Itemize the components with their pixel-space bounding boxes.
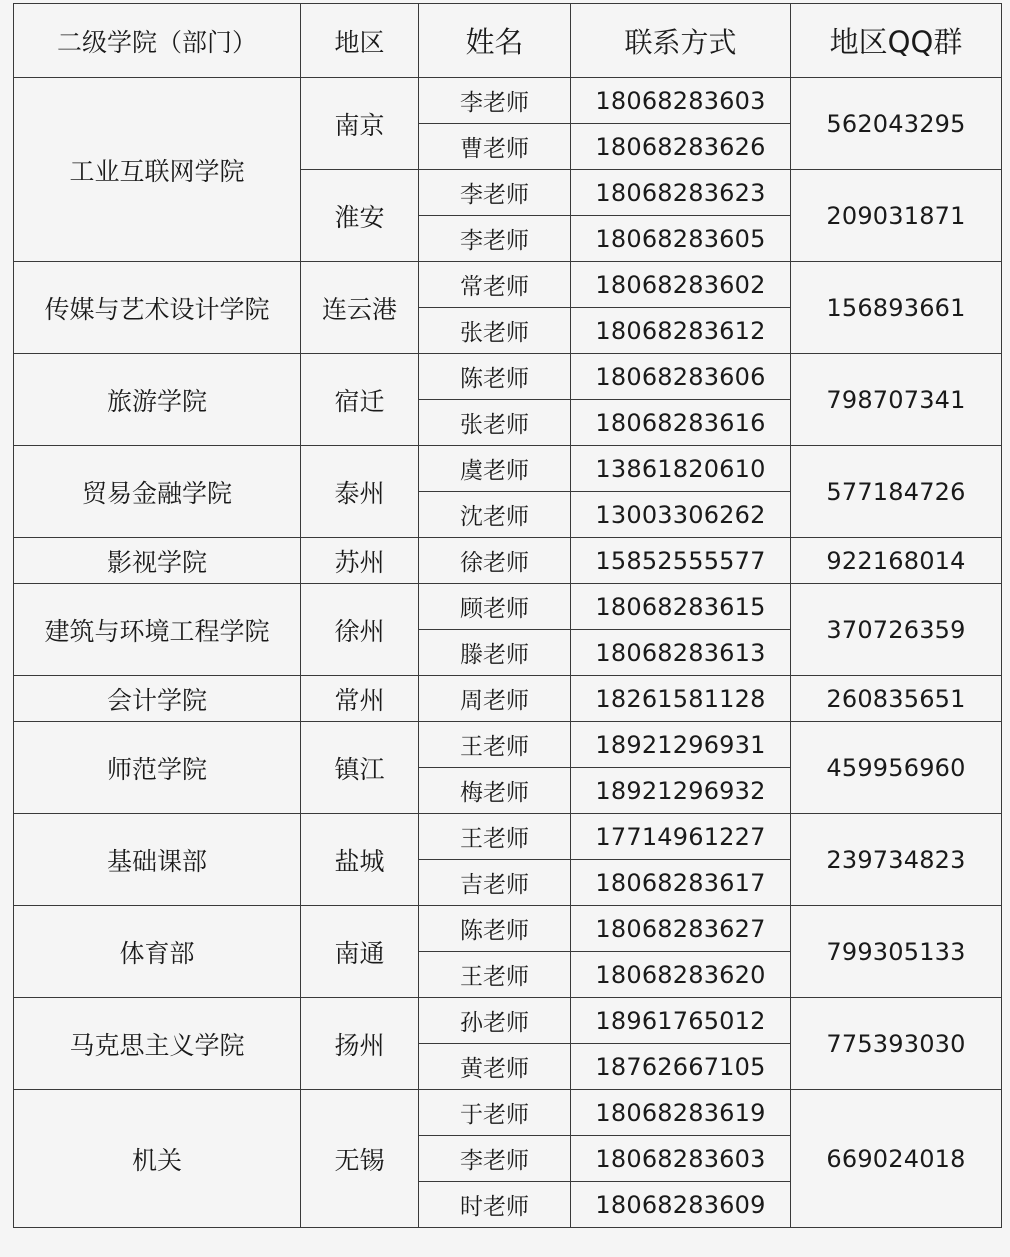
name-cell: 张老师 <box>419 400 571 446</box>
qq-group-cell: 370726359 <box>791 584 1002 676</box>
phone-cell: 18068283602 <box>571 262 791 308</box>
phone-cell: 18068283627 <box>571 906 791 952</box>
phone-cell: 18961765012 <box>571 998 791 1044</box>
header-contact: 联系方式 <box>571 4 791 78</box>
name-cell: 黄老师 <box>419 1044 571 1090</box>
table-row <box>14 538 1002 584</box>
name-cell: 陈老师 <box>419 354 571 400</box>
header-row <box>14 4 1002 78</box>
phone-cell: 18068283606 <box>571 354 791 400</box>
contact-table <box>13 3 1002 1228</box>
table-row <box>14 814 1002 860</box>
qq-group-cell: 922168014 <box>791 538 1002 584</box>
table-row <box>14 262 1002 308</box>
region-cell: 镇江 <box>301 722 419 814</box>
region-cell: 南京 <box>301 78 419 170</box>
region-cell: 泰州 <box>301 446 419 538</box>
name-cell: 滕老师 <box>419 630 571 676</box>
phone-cell: 13861820610 <box>571 446 791 492</box>
qq-group-cell: 459956960 <box>791 722 1002 814</box>
region-cell: 淮安 <box>301 170 419 262</box>
dept-cell: 马克思主义学院 <box>14 998 301 1090</box>
region-cell: 连云港 <box>301 262 419 354</box>
table-row <box>14 998 1002 1044</box>
phone-cell: 17714961227 <box>571 814 791 860</box>
name-cell: 徐老师 <box>419 538 571 584</box>
qq-group-cell: 260835651 <box>791 676 1002 722</box>
phone-cell: 18068283605 <box>571 216 791 262</box>
name-cell: 于老师 <box>419 1090 571 1136</box>
dept-cell: 体育部 <box>14 906 301 998</box>
dept-cell: 建筑与环境工程学院 <box>14 584 301 676</box>
table-row <box>14 676 1002 722</box>
phone-cell: 18068283609 <box>571 1182 791 1228</box>
dept-cell: 工业互联网学院 <box>14 78 301 262</box>
name-cell: 梅老师 <box>419 768 571 814</box>
qq-group-cell: 209031871 <box>791 170 1002 262</box>
phone-cell: 18261581128 <box>571 676 791 722</box>
phone-cell: 18068283603 <box>571 78 791 124</box>
name-cell: 时老师 <box>419 1182 571 1228</box>
region-cell: 宿迁 <box>301 354 419 446</box>
phone-cell: 18068283603 <box>571 1136 791 1182</box>
phone-cell: 18068283620 <box>571 952 791 998</box>
phone-cell: 15852555577 <box>571 538 791 584</box>
table-header <box>14 4 1002 78</box>
header-dept: 二级学院（部门） <box>14 4 301 78</box>
region-cell: 扬州 <box>301 998 419 1090</box>
name-cell: 陈老师 <box>419 906 571 952</box>
table-row <box>14 584 1002 630</box>
phone-cell: 18762667105 <box>571 1044 791 1090</box>
region-cell: 盐城 <box>301 814 419 906</box>
name-cell: 李老师 <box>419 1136 571 1182</box>
dept-cell: 机关 <box>14 1090 301 1228</box>
header-qq: 地区QQ群 <box>791 4 1002 78</box>
phone-cell: 18068283616 <box>571 400 791 446</box>
qq-group-cell: 669024018 <box>791 1090 1002 1228</box>
name-cell: 周老师 <box>419 676 571 722</box>
table-row <box>14 722 1002 768</box>
dept-cell: 贸易金融学院 <box>14 446 301 538</box>
name-cell: 虞老师 <box>419 446 571 492</box>
name-cell: 常老师 <box>419 262 571 308</box>
dept-cell: 旅游学院 <box>14 354 301 446</box>
region-cell: 常州 <box>301 676 419 722</box>
header-region: 地区 <box>301 4 419 78</box>
region-cell: 徐州 <box>301 584 419 676</box>
name-cell: 沈老师 <box>419 492 571 538</box>
qq-group-cell: 239734823 <box>791 814 1002 906</box>
qq-group-cell: 798707341 <box>791 354 1002 446</box>
name-cell: 王老师 <box>419 952 571 998</box>
phone-cell: 18068283619 <box>571 1090 791 1136</box>
qq-group-cell: 577184726 <box>791 446 1002 538</box>
name-cell: 李老师 <box>419 216 571 262</box>
table-row <box>14 906 1002 952</box>
phone-cell: 18068283617 <box>571 860 791 906</box>
table-row <box>14 78 1002 124</box>
name-cell: 李老师 <box>419 170 571 216</box>
name-cell: 张老师 <box>419 308 571 354</box>
phone-cell: 18068283623 <box>571 170 791 216</box>
name-cell: 曹老师 <box>419 124 571 170</box>
qq-group-cell: 775393030 <box>791 998 1002 1090</box>
dept-cell: 影视学院 <box>14 538 301 584</box>
phone-cell: 18921296931 <box>571 722 791 768</box>
table-row <box>14 354 1002 400</box>
region-cell: 无锡 <box>301 1090 419 1228</box>
table-row <box>14 1090 1002 1136</box>
name-cell: 顾老师 <box>419 584 571 630</box>
table-body <box>14 78 1002 1228</box>
qq-group-cell: 156893661 <box>791 262 1002 354</box>
table-row <box>14 446 1002 492</box>
phone-cell: 18921296932 <box>571 768 791 814</box>
phone-cell: 18068283615 <box>571 584 791 630</box>
phone-cell: 13003306262 <box>571 492 791 538</box>
phone-cell: 18068283613 <box>571 630 791 676</box>
region-cell: 南通 <box>301 906 419 998</box>
name-cell: 李老师 <box>419 78 571 124</box>
phone-cell: 18068283612 <box>571 308 791 354</box>
qq-group-cell: 799305133 <box>791 906 1002 998</box>
dept-cell: 师范学院 <box>14 722 301 814</box>
name-cell: 王老师 <box>419 722 571 768</box>
region-cell: 苏州 <box>301 538 419 584</box>
dept-cell: 传媒与艺术设计学院 <box>14 262 301 354</box>
name-cell: 吉老师 <box>419 860 571 906</box>
header-name: 姓名 <box>419 4 571 78</box>
qq-group-cell: 562043295 <box>791 78 1002 170</box>
dept-cell: 会计学院 <box>14 676 301 722</box>
name-cell: 王老师 <box>419 814 571 860</box>
name-cell: 孙老师 <box>419 998 571 1044</box>
phone-cell: 18068283626 <box>571 124 791 170</box>
dept-cell: 基础课部 <box>14 814 301 906</box>
